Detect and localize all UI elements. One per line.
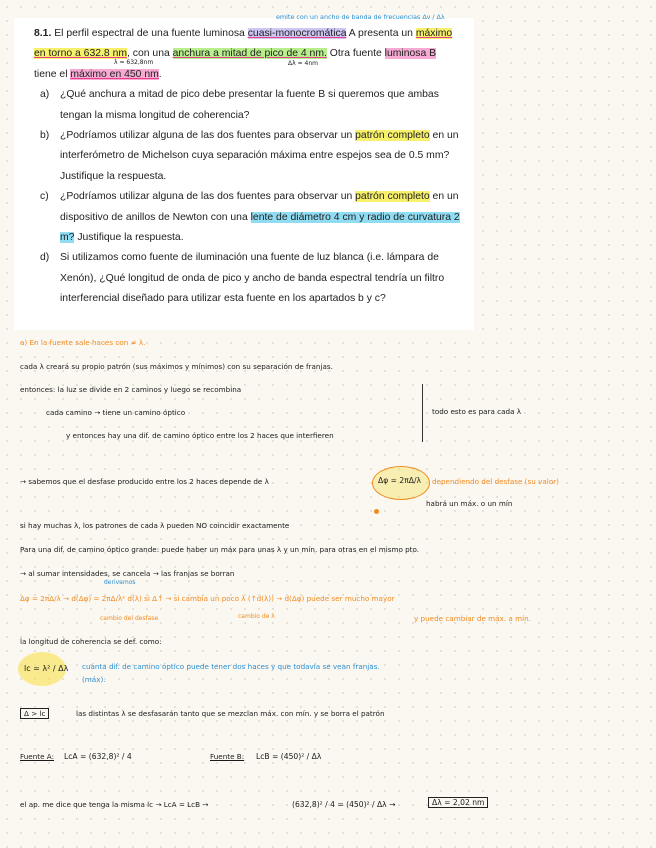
note-top: emite con un ancho de banda de frecuencias Δν / Δλ xyxy=(276,13,445,21)
highlight-anchura: anchura a mitad de pico de 4 nm. xyxy=(172,48,327,60)
highlight-max-a: máximo en torno a 632.8 nm xyxy=(34,28,453,60)
answer-box xyxy=(428,798,488,808)
question-text: ¿Podríamos utilizar alguna de las dos fuentes para observar un xyxy=(60,191,356,203)
note-line: si hay muchas λ, los patrones de cada λ pueden NO coincidir exactamente xyxy=(20,521,290,530)
boxed-condition: Δ > lc xyxy=(20,708,49,719)
note-line: todo esto es para cada λ xyxy=(432,407,522,416)
problem-number: 8.1. xyxy=(34,28,52,39)
formula-dphi: Δφ = 2πΔ/λ xyxy=(378,476,422,485)
highlight-patron: patrón completo xyxy=(355,130,430,142)
intro-text-6: . xyxy=(158,68,162,80)
note-line: entonces: la luz se divide en 2 caminos y luego se recombina xyxy=(20,385,242,394)
question-label: a) xyxy=(40,89,50,101)
note-line: cuánta dif. de camino óptico puede tener dos haces y que todavía se vean franjas. xyxy=(82,662,380,671)
label-fuente-b: Fuente B: xyxy=(210,752,245,761)
answer-value: Δλ = 2,02 nm xyxy=(428,797,488,808)
note-line: habrá un máx. o un mín xyxy=(426,499,513,508)
note-line xyxy=(20,709,49,719)
question-text: ¿Podríamos utilizar alguna de las dos fuentes para observar un xyxy=(60,130,356,142)
question-d xyxy=(34,248,460,309)
note-line: las distintas λ se desfasarán tanto que se mezclan máx. con mín. y se borra el patrón xyxy=(76,709,385,718)
question-label: d) xyxy=(40,252,50,264)
question-a xyxy=(34,85,460,126)
note-line: el ap. me dice que tenga la misma lc → LcA = LcB → xyxy=(20,800,209,809)
question-text: ¿Qué anchura a mitad de pico debe presentar la fuente B si queremos que ambas tengan la misma longitud de coherencia? xyxy=(60,89,439,121)
formula-equal: (632,8)² / 4 = (450)² / Δλ → xyxy=(292,800,396,809)
problem-statement xyxy=(14,18,474,330)
question-text: en un dispositivo de anillos de Newton con una xyxy=(60,191,459,223)
question-b xyxy=(34,126,460,187)
intro-text-4: Otra fuente xyxy=(326,48,385,60)
formula-lc: lc = λ² / Δλ xyxy=(24,664,69,673)
note-line: cada λ creará su propio patrón (sus máximos y mínimos) con su separación de franjas. xyxy=(20,362,333,371)
note-line: y entonces hay una dif. de camino óptico entre los 2 haces que interfieren xyxy=(66,431,334,440)
highlight-max-b: máximo en 450 nm xyxy=(70,68,159,80)
note-derivamos: derivamos xyxy=(104,579,136,586)
question-label: c) xyxy=(40,191,49,203)
question-text: Justifique la respuesta. xyxy=(74,232,184,244)
note-line: y puede cambiar de máx. a mín. xyxy=(414,614,531,623)
note-line: Para una dif. de camino óptico grande: puede haber un máx para unas λ y un mín. para otras en el mismo pto. xyxy=(20,545,420,554)
highlight-cuasi: cuasi-monocromática xyxy=(247,28,347,39)
intro-text-3: , con una xyxy=(127,48,173,60)
note-dl: Δλ = 4nm xyxy=(288,60,318,67)
highlight-lente: lente de diámetro 4 cm y radio de curvatura 2 m? xyxy=(60,211,460,244)
note-line: cada camino → tiene un camino óptico xyxy=(46,408,186,417)
highlight-patron: patrón completo xyxy=(355,191,430,203)
note-line: dependiendo del desfase (su valor) xyxy=(432,477,559,486)
problem-intro xyxy=(34,24,460,85)
label-fuente-a: Fuente A: xyxy=(20,752,55,761)
note-lambda: λ = 632,8nm xyxy=(114,59,154,66)
intro-text-2: A presenta un xyxy=(346,28,416,39)
question-text: Si utilizamos como fuente de iluminación una fuente de luz blanca (i.e. lámpara de Xenón), ¿Qué longitud de onda de pico y ancho de banda espectral tendría un filtro interferencial diseñado para utilizar esta fuente en los apartados b y c? xyxy=(60,252,445,305)
note-line: Δφ = 2πΔ/λ → d(Δφ) = 2πΔ/λ² d(λ) si Δ↑ → si cambia un poco λ (↑d(λ)) → d(Δφ) puede ser mucho mayor xyxy=(20,594,395,603)
formula-lcb: LcB = (450)² / Δλ xyxy=(256,752,322,761)
note-line: → al sumar intensidades, se cancela → las franjas se borran xyxy=(20,569,235,578)
note-line: la longitud de coherencia se def. como: xyxy=(20,637,162,646)
highlight-fuente-b: luminosa B xyxy=(384,48,437,60)
intro-text-1: El perfil espectral de una fuente luminosa xyxy=(51,28,248,39)
note-cambio-desfase: cambio del desfase xyxy=(100,615,159,622)
intro-text-5: tiene el xyxy=(34,68,71,80)
note-line: a) En la fuente sale haces con ≠ λ. xyxy=(20,338,146,347)
question-label: b) xyxy=(40,130,50,142)
bracket-line xyxy=(422,384,423,442)
note-dot xyxy=(374,509,379,514)
note-line: (máx). xyxy=(82,675,106,684)
formula-lca: LcA = (632,8)² / 4 xyxy=(64,752,132,761)
question-c xyxy=(34,187,460,248)
note-line: → sabemos que el desfase producido entre los 2 haces depende de λ xyxy=(20,477,269,486)
note-cambio-lambda: cambio de λ xyxy=(238,613,275,620)
question-text: en un interferómetro de Michelson cuya separación máxima entre espejos sea de 0.5 mm? Justifique la respuesta. xyxy=(60,130,459,182)
